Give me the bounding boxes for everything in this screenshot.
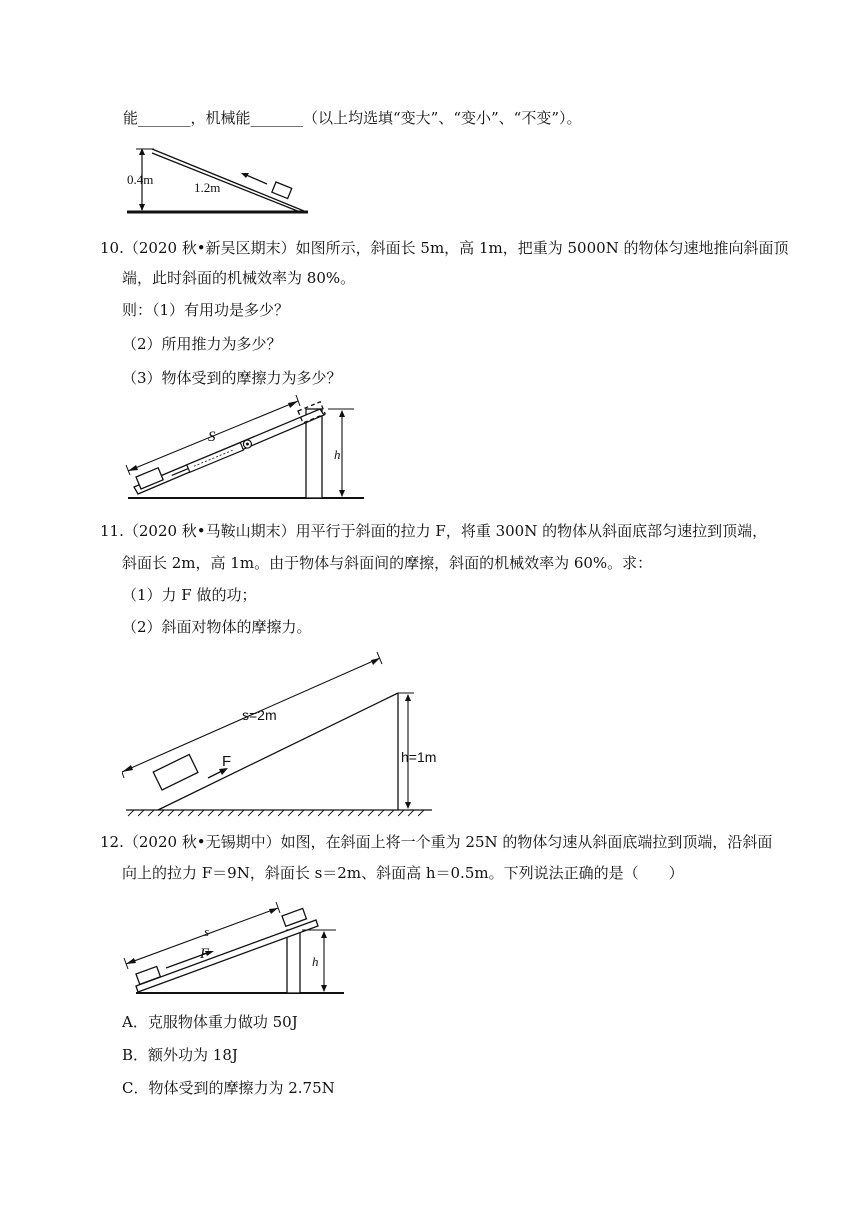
q12-line-1: 12.（2020 秋•无锡期中）如图，在斜面上将一个重为 25N 的物体匀速从斜面底端拉到顶端，沿斜面 [100, 833, 773, 851]
q9-length-label: 1.2m [194, 180, 221, 195]
block [272, 182, 292, 199]
q12-option-c: C．物体受到的摩擦力为 2.75N [122, 1079, 335, 1097]
q11-f-label: F [222, 753, 232, 770]
q9-incline-figure [124, 140, 324, 220]
q12-option-a: A．克服物体重力做功 50J [122, 1013, 298, 1031]
block [153, 754, 198, 790]
support-post [287, 930, 300, 993]
q12-option-b: B．额外功为 18J [122, 1046, 238, 1064]
q12-s-label: s [204, 924, 210, 939]
q12-line-2: 向上的拉力 F＝9N，斜面长 s＝2m、斜面高 h＝0.5m。下列说法正确的是（ ） [122, 864, 684, 882]
slope-line [158, 693, 398, 810]
slope-line [152, 149, 304, 211]
q10-line-3: 则：（1）有用功是多少？ [122, 301, 290, 319]
q10-line-5: （3）物体受到的摩擦力为多少？ [122, 369, 342, 387]
block-final [282, 908, 306, 926]
q11-line-3: （1）力 F 做的功； [122, 586, 257, 604]
q11-line-4: （2）斜面对物体的摩擦力。 [122, 618, 312, 636]
support-post [306, 409, 322, 498]
q11-incline-figure [122, 648, 452, 818]
q12-f-label: F [200, 946, 210, 962]
q10-h-label: h [334, 447, 341, 462]
q11-h-label: h=1m [401, 749, 437, 765]
q10-line-1: 10.（2020 秋•新吴区期末）如图所示，斜面长 5m，高 1m，把重为 5000N 的物体匀速地推向斜面顶 [100, 239, 789, 257]
q10-incline-figure [122, 395, 372, 505]
q10-line-2: 端，此时斜面的机械效率为 80%。 [122, 269, 356, 287]
q9-tail-line: 能_______，机械能_______（以上均选填“变大”、“变小”、“不变”）。 [123, 109, 582, 127]
q10-line-4: （2）所用推力为多少？ [122, 335, 282, 353]
q9-height-label: 0.4m [127, 172, 154, 187]
q11-line-1: 11.（2020 秋•马鞍山期末）用平行于斜面的拉力 F，将重 300N 的物体从斜面底部匀速拉到顶端， [100, 522, 768, 540]
q12-incline-figure [122, 898, 362, 998]
q11-line-2: 斜面长 2m，高 1m。由于物体与斜面间的摩擦，斜面的机械效率为 60%。求： [122, 554, 653, 572]
q10-s-label: S [208, 429, 216, 445]
block [136, 468, 163, 489]
q11-s-label: s=2m [242, 707, 277, 723]
q12-h-label: h [312, 954, 319, 969]
